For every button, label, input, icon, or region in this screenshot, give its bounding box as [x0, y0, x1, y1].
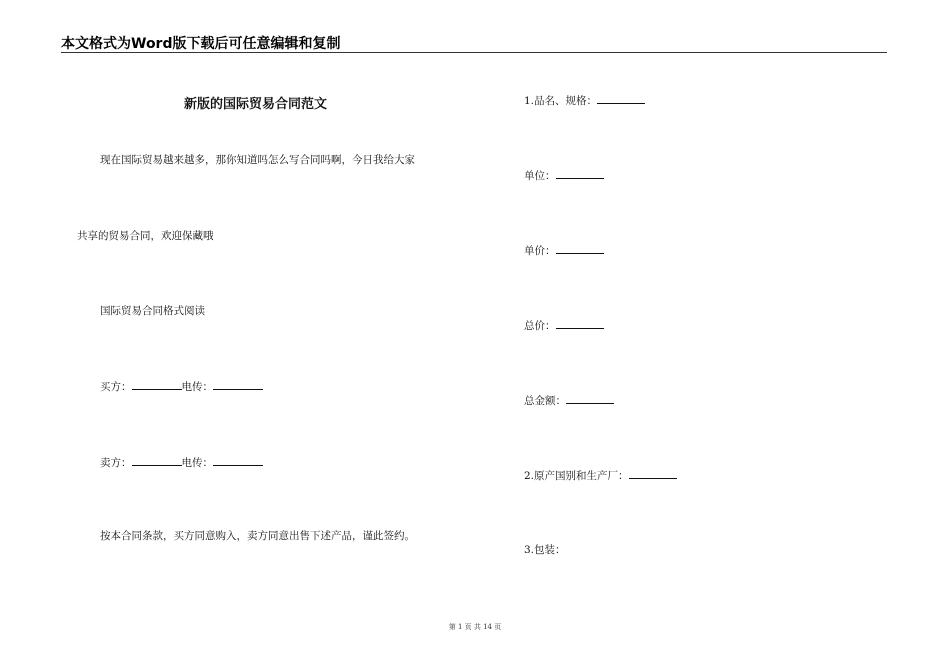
- agreement-text: 按本合同条款，买方同意购入，卖方同意出售下述产品，谨此签约。: [100, 530, 415, 542]
- item-3-label: 3.包装：: [524, 544, 566, 556]
- unit-blank[interactable]: [556, 168, 604, 179]
- total-amount-label: 总金额：: [524, 395, 566, 407]
- seller-line: [100, 455, 263, 470]
- item-1-line: [524, 93, 645, 108]
- header-rule: [61, 52, 887, 53]
- unit-label: 单位：: [524, 170, 556, 182]
- unit-price-blank[interactable]: [556, 243, 604, 254]
- unit-price-label: 单价：: [524, 245, 556, 257]
- buyer-line: [100, 379, 263, 394]
- intro-line-1: 现在国际贸易越来越多，那你知道吗怎么写合同吗啊，今日我给大家: [100, 154, 415, 166]
- total-price-blank[interactable]: [556, 318, 604, 329]
- document-banner: 本文格式为Word版下载后可任意编辑和复制: [61, 36, 341, 52]
- seller-fax-blank[interactable]: [213, 455, 263, 466]
- total-amount-line: [524, 393, 614, 408]
- section-heading: 国际贸易合同格式阅读: [100, 305, 205, 317]
- page-title: 新版的国际贸易合同范文: [184, 97, 328, 112]
- buyer-label: 买方：: [100, 381, 132, 393]
- buyer-fax-blank[interactable]: [213, 379, 263, 390]
- total-price-label: 总价：: [524, 320, 556, 332]
- unit-line: [524, 168, 604, 183]
- buyer-blank[interactable]: [132, 379, 182, 390]
- page-footer: 第 1 页 共 14 页: [448, 623, 502, 631]
- buyer-fax-label: 电传：: [181, 381, 213, 393]
- total-amount-blank[interactable]: [566, 393, 614, 404]
- unit-price-line: [524, 243, 604, 258]
- seller-label: 卖方：: [100, 457, 132, 469]
- item-3-line: [524, 543, 566, 557]
- seller-fax-label: 电传：: [181, 457, 213, 469]
- item-2-blank[interactable]: [629, 468, 677, 479]
- seller-blank[interactable]: [132, 455, 182, 466]
- item-2-line: [524, 468, 677, 483]
- intro-line-2: 共享的贸易合同，欢迎保藏哦: [77, 230, 214, 242]
- item-1-label: 1.品名、规格：: [524, 95, 598, 107]
- item-2-label: 2.原产国别和生产厂：: [524, 470, 629, 482]
- item-1-blank[interactable]: [597, 93, 645, 104]
- total-price-line: [524, 318, 604, 333]
